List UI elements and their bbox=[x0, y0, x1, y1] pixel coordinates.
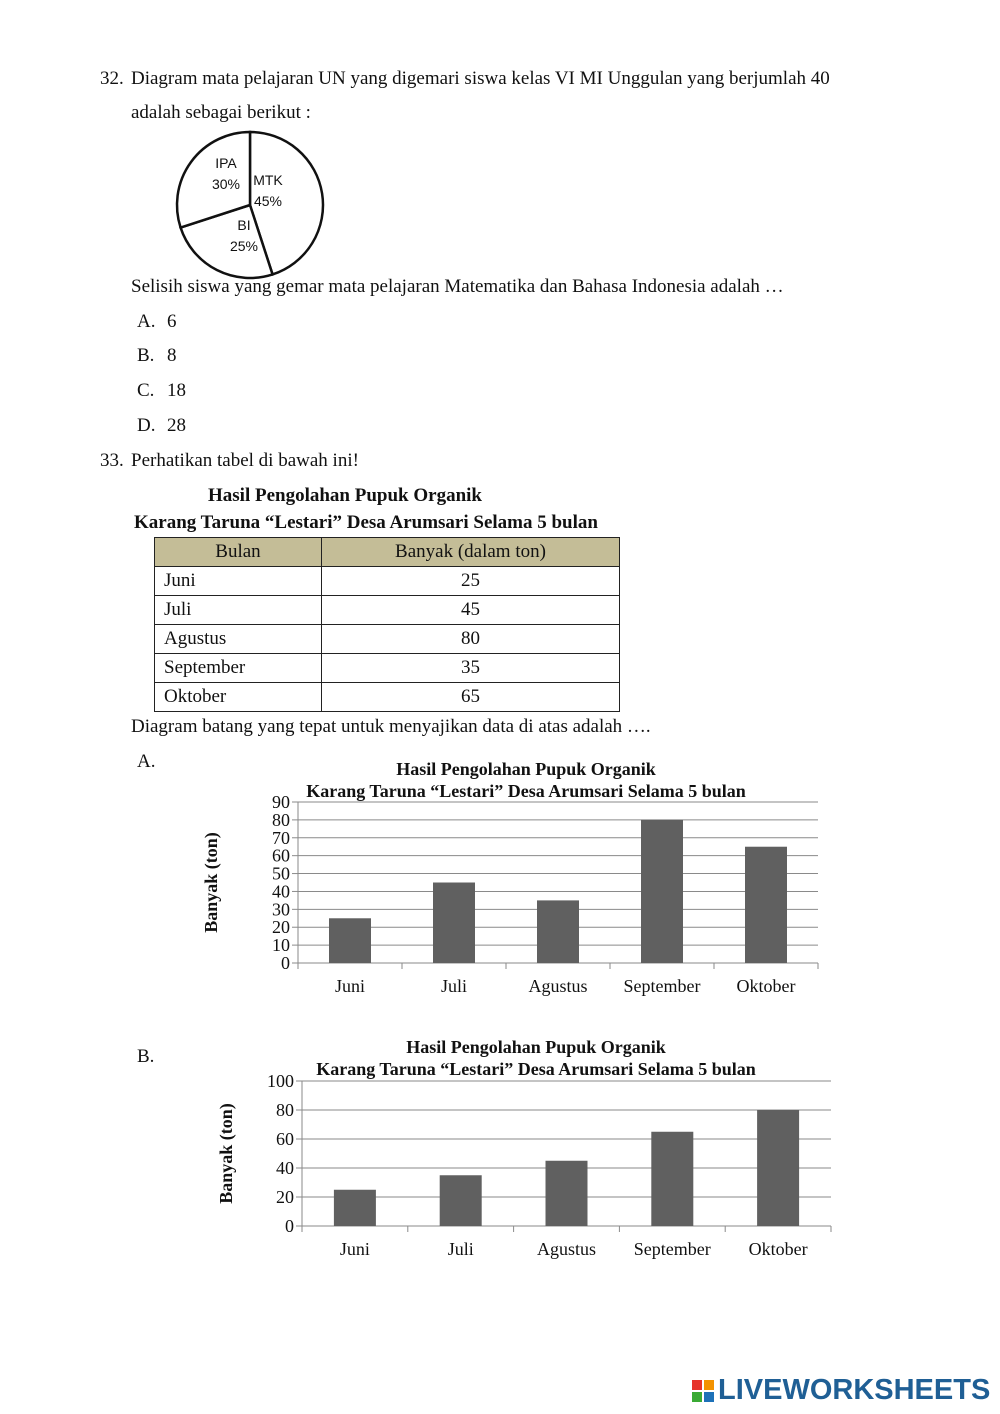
pie-label: IPA bbox=[215, 155, 237, 171]
bar-september bbox=[641, 820, 683, 963]
bar-chart-a bbox=[201, 759, 818, 996]
x-tick-label: Agustus bbox=[536, 1239, 597, 1259]
table-cell: Agustus bbox=[155, 625, 322, 654]
option-b-letter: B. bbox=[137, 345, 155, 366]
x-tick-label: September bbox=[623, 976, 701, 996]
table-header: Banyak (dalam ton) bbox=[322, 538, 620, 567]
liveworksheets-logo bbox=[692, 1374, 990, 1407]
bar-september bbox=[651, 1132, 693, 1226]
logo-text: LIVEWORKSHEETS bbox=[718, 1374, 991, 1406]
logo-mark-icon bbox=[692, 1380, 714, 1402]
y-tick-label: 90 bbox=[272, 792, 290, 812]
table-title-1: Hasil Pengolahan Pupuk Organik bbox=[208, 485, 482, 506]
question-33-prompt: Diagram batang yang tepat untuk menyajikan data di atas adalah …. bbox=[131, 716, 651, 737]
bar-juli bbox=[440, 1175, 482, 1226]
table-header: Bulan bbox=[155, 538, 322, 567]
question-33-intro: Perhatikan tabel di bawah ini! bbox=[131, 450, 359, 471]
y-tick-label: 20 bbox=[272, 917, 290, 938]
x-tick-label: Juli bbox=[447, 1239, 474, 1259]
pie-percent: 30% bbox=[211, 176, 241, 192]
table-title-2: Karang Taruna “Lestari” Desa Arumsari Selama 5 bulan bbox=[134, 512, 598, 533]
chart-title: Hasil Pengolahan Pupuk Organik bbox=[406, 1037, 666, 1057]
table-cell: Juli bbox=[155, 596, 322, 625]
y-tick-label: 20 bbox=[276, 1187, 294, 1207]
table-cell: Oktober bbox=[155, 683, 322, 712]
y-tick-label: 70 bbox=[272, 827, 290, 848]
table-cell: Juni bbox=[155, 567, 322, 596]
y-tick-label: 0 bbox=[281, 953, 290, 973]
y-tick-label: 0 bbox=[285, 1216, 294, 1236]
chart-title: Hasil Pengolahan Pupuk Organik bbox=[396, 759, 656, 779]
chart-subtitle: Karang Taruna “Lestari” Desa Arumsari Selama 5 bulan bbox=[316, 1059, 756, 1079]
y-axis-label: Banyak (ton) bbox=[201, 832, 221, 933]
x-tick-label: Juni bbox=[334, 976, 366, 996]
question-32-prompt: Selisih siswa yang gemar mata pelajaran Matematika dan Bahasa Indonesia adalah … bbox=[131, 276, 784, 297]
bar-chart-b bbox=[216, 1037, 831, 1259]
y-tick-label: 40 bbox=[272, 881, 290, 902]
pie-percent: 25% bbox=[229, 238, 259, 254]
option-a-letter: A. bbox=[137, 311, 156, 332]
y-tick-label: 60 bbox=[276, 1129, 294, 1149]
logo-square-icon bbox=[692, 1380, 702, 1390]
chart-subtitle: Karang Taruna “Lestari” Desa Arumsari Selama 5 bulan bbox=[306, 781, 746, 801]
question-32-line2: adalah sebagai berikut : bbox=[131, 102, 311, 123]
option-b-label[interactable]: B. bbox=[137, 1046, 155, 1067]
y-tick-label: 100 bbox=[267, 1071, 294, 1091]
table-cell: 25 bbox=[322, 567, 620, 596]
y-tick-label: 30 bbox=[272, 899, 290, 920]
bar-juli bbox=[433, 883, 475, 964]
y-tick-label: 50 bbox=[272, 863, 290, 884]
x-tick-label: Oktober bbox=[736, 976, 796, 996]
option-d-value[interactable]: 28 bbox=[167, 415, 186, 436]
x-tick-label: Juli bbox=[440, 976, 468, 996]
bar-oktober bbox=[757, 1110, 799, 1226]
table-cell: 45 bbox=[322, 596, 620, 625]
option-c-value[interactable]: 18 bbox=[167, 380, 186, 401]
option-c-letter: C. bbox=[137, 380, 155, 401]
logo-square-icon bbox=[692, 1392, 702, 1402]
question-32-line1: Diagram mata pelajaran UN yang digemari siswa kelas VI MI Unggulan yang berjumlah 40 bbox=[131, 68, 830, 89]
table-cell: 65 bbox=[322, 683, 620, 712]
logo-square-icon bbox=[704, 1380, 714, 1390]
logo-square-icon bbox=[704, 1392, 714, 1402]
y-tick-label: 80 bbox=[272, 809, 290, 830]
pie-label: BI bbox=[237, 217, 251, 233]
x-tick-label: Agustus bbox=[528, 976, 588, 996]
y-tick-label: 80 bbox=[276, 1100, 294, 1120]
x-tick-label: Oktober bbox=[748, 1239, 808, 1259]
pie-percent: 45% bbox=[253, 193, 283, 209]
option-a-value[interactable]: 6 bbox=[167, 311, 177, 332]
question-33-number: 33. bbox=[100, 450, 124, 471]
y-axis-label: Banyak (ton) bbox=[216, 1103, 236, 1204]
bar-agustus bbox=[546, 1161, 588, 1226]
bar-juni bbox=[334, 1190, 376, 1226]
option-b-value[interactable]: 8 bbox=[167, 345, 177, 366]
bar-agustus bbox=[537, 900, 579, 963]
pie-label: MTK bbox=[253, 172, 283, 188]
table-cell: September bbox=[155, 654, 322, 683]
bar-juni bbox=[329, 918, 371, 963]
y-tick-label: 40 bbox=[276, 1158, 294, 1178]
x-tick-label: Juni bbox=[339, 1239, 370, 1259]
bar-oktober bbox=[745, 847, 787, 963]
table-cell: 80 bbox=[322, 625, 620, 654]
table-cell: 35 bbox=[322, 654, 620, 683]
y-tick-label: 60 bbox=[272, 845, 290, 866]
x-tick-label: September bbox=[633, 1239, 711, 1259]
option-a-label[interactable]: A. bbox=[137, 751, 156, 772]
y-tick-label: 10 bbox=[272, 935, 290, 956]
option-d-letter: D. bbox=[137, 415, 156, 436]
question-32-number: 32. bbox=[100, 68, 124, 89]
